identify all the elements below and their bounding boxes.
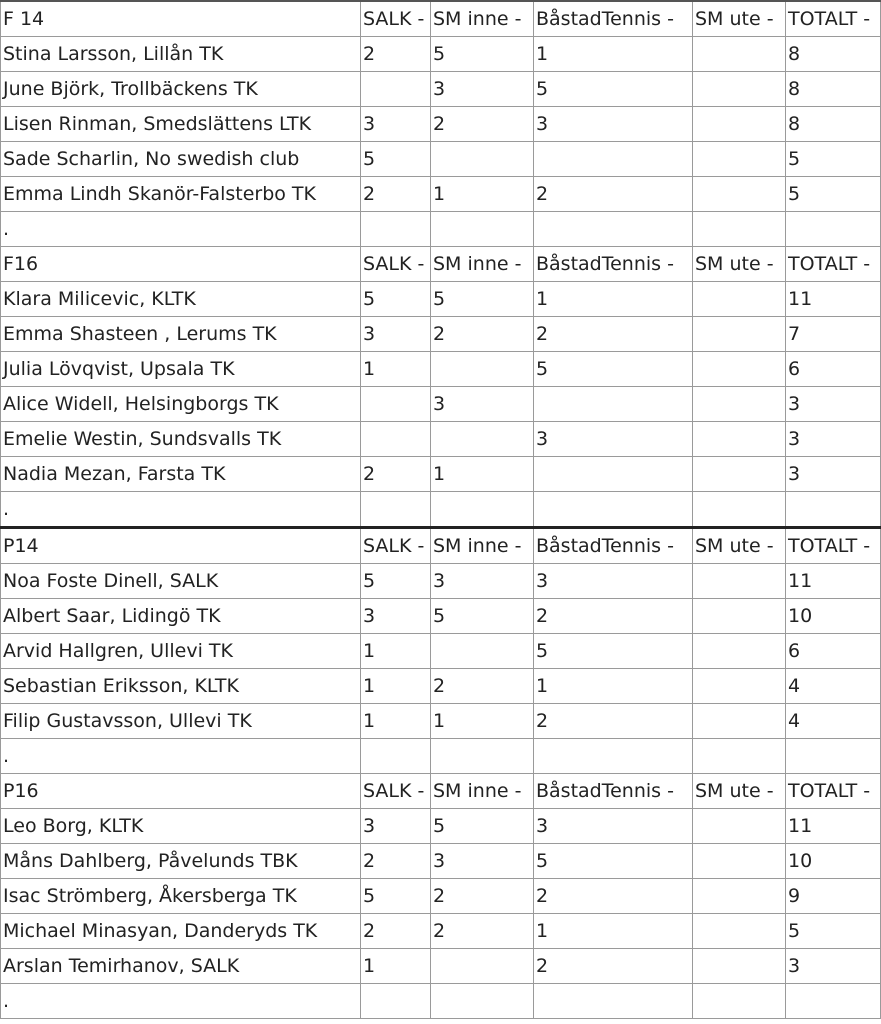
table-row bbox=[1, 809, 881, 844]
cell-player: Filip Gustavsson, Ullevi TK bbox=[1, 704, 361, 739]
cell-totalt: 3 bbox=[786, 949, 881, 984]
column-header-totalt: TOTALT - bbox=[786, 247, 881, 282]
cell-sm-ute bbox=[693, 564, 786, 599]
cell-sm-ute bbox=[693, 387, 786, 422]
table-row bbox=[1, 492, 881, 528]
cell-sm-ute bbox=[693, 177, 786, 212]
cell-sm-ute bbox=[693, 37, 786, 72]
cell-sm-ute bbox=[693, 879, 786, 914]
cell-salk: 5 bbox=[361, 564, 431, 599]
cell-sm-ute bbox=[693, 107, 786, 142]
cell-sm-ute bbox=[693, 599, 786, 634]
cell-sm-inne bbox=[431, 949, 534, 984]
table-row bbox=[1, 317, 881, 352]
cell-player: Emelie Westin, Sundsvalls TK bbox=[1, 422, 361, 457]
cell-sm-ute bbox=[693, 669, 786, 704]
column-header-sm-inne: SM inne - bbox=[431, 247, 534, 282]
cell-sm-inne: 3 bbox=[431, 72, 534, 107]
cell-player: Noa Foste Dinell, SALK bbox=[1, 564, 361, 599]
cell-sm-inne bbox=[431, 212, 534, 247]
table-row bbox=[1, 669, 881, 704]
table-row bbox=[1, 212, 881, 247]
cell-bastadtennis: 2 bbox=[534, 317, 693, 352]
cell-sm-ute bbox=[693, 984, 786, 1019]
cell-totalt: 5 bbox=[786, 177, 881, 212]
cell-totalt: 3 bbox=[786, 387, 881, 422]
cell-player: Leo Borg, KLTK bbox=[1, 809, 361, 844]
section-title: P16 bbox=[1, 774, 361, 809]
cell-totalt: 11 bbox=[786, 564, 881, 599]
cell-bastadtennis: 2 bbox=[534, 599, 693, 634]
cell-sm-inne: 5 bbox=[431, 809, 534, 844]
column-header-bastadtennis: BåstadTennis - bbox=[534, 1, 693, 37]
column-header-sm-ute: SM ute - bbox=[693, 1, 786, 37]
cell-sm-ute bbox=[693, 422, 786, 457]
column-header-sm-inne: SM inne - bbox=[431, 1, 534, 37]
cell-salk: 1 bbox=[361, 704, 431, 739]
cell-salk: 3 bbox=[361, 809, 431, 844]
cell-player: . bbox=[1, 212, 361, 247]
cell-sm-ute bbox=[693, 739, 786, 774]
cell-sm-inne bbox=[431, 142, 534, 177]
cell-totalt: 6 bbox=[786, 634, 881, 669]
cell-player: Sebastian Eriksson, KLTK bbox=[1, 669, 361, 704]
cell-totalt: 11 bbox=[786, 282, 881, 317]
cell-totalt: 5 bbox=[786, 914, 881, 949]
cell-bastadtennis: 5 bbox=[534, 634, 693, 669]
cell-sm-inne: 2 bbox=[431, 107, 534, 142]
cell-player: Klara Milicevic, KLTK bbox=[1, 282, 361, 317]
cell-sm-inne: 3 bbox=[431, 387, 534, 422]
table-row bbox=[1, 844, 881, 879]
cell-sm-ute bbox=[693, 914, 786, 949]
cell-salk: 5 bbox=[361, 142, 431, 177]
cell-bastadtennis: 5 bbox=[534, 844, 693, 879]
cell-bastadtennis: 2 bbox=[534, 879, 693, 914]
table-row bbox=[1, 142, 881, 177]
cell-totalt: 10 bbox=[786, 844, 881, 879]
cell-salk bbox=[361, 72, 431, 107]
cell-bastadtennis: 1 bbox=[534, 37, 693, 72]
table-row bbox=[1, 282, 881, 317]
cell-totalt: 7 bbox=[786, 317, 881, 352]
cell-sm-ute bbox=[693, 142, 786, 177]
cell-player: Stina Larsson, Lillån TK bbox=[1, 37, 361, 72]
section-header-row bbox=[1, 774, 881, 809]
table-row bbox=[1, 879, 881, 914]
cell-salk bbox=[361, 212, 431, 247]
cell-bastadtennis: 3 bbox=[534, 107, 693, 142]
cell-totalt: 9 bbox=[786, 879, 881, 914]
cell-sm-inne: 2 bbox=[431, 669, 534, 704]
cell-bastadtennis: 2 bbox=[534, 949, 693, 984]
column-header-bastadtennis: BåstadTennis - bbox=[534, 247, 693, 282]
cell-salk: 3 bbox=[361, 599, 431, 634]
cell-bastadtennis bbox=[534, 387, 693, 422]
cell-sm-inne: 1 bbox=[431, 457, 534, 492]
cell-player: Måns Dahlberg, Påvelunds TBK bbox=[1, 844, 361, 879]
cell-bastadtennis: 3 bbox=[534, 564, 693, 599]
column-header-totalt: TOTALT - bbox=[786, 774, 881, 809]
cell-totalt: 8 bbox=[786, 37, 881, 72]
column-header-totalt: TOTALT - bbox=[786, 1, 881, 37]
cell-sm-ute bbox=[693, 949, 786, 984]
section-header-row bbox=[1, 247, 881, 282]
cell-totalt: 10 bbox=[786, 599, 881, 634]
cell-sm-ute bbox=[693, 352, 786, 387]
cell-bastadtennis bbox=[534, 142, 693, 177]
cell-sm-inne bbox=[431, 422, 534, 457]
cell-salk: 1 bbox=[361, 669, 431, 704]
cell-totalt: 6 bbox=[786, 352, 881, 387]
column-header-sm-ute: SM ute - bbox=[693, 774, 786, 809]
cell-sm-inne bbox=[431, 634, 534, 669]
column-header-sm-ute: SM ute - bbox=[693, 247, 786, 282]
column-header-totalt: TOTALT - bbox=[786, 528, 881, 564]
cell-salk bbox=[361, 984, 431, 1019]
column-header-sm-ute: SM ute - bbox=[693, 528, 786, 564]
cell-salk: 1 bbox=[361, 949, 431, 984]
column-header-salk: SALK - bbox=[361, 774, 431, 809]
cell-salk: 2 bbox=[361, 914, 431, 949]
cell-salk bbox=[361, 387, 431, 422]
cell-sm-ute bbox=[693, 317, 786, 352]
section-title: F 14 bbox=[1, 1, 361, 37]
cell-sm-inne: 5 bbox=[431, 282, 534, 317]
cell-bastadtennis: 1 bbox=[534, 914, 693, 949]
cell-player: Emma Shasteen , Lerums TK bbox=[1, 317, 361, 352]
table-row bbox=[1, 37, 881, 72]
cell-bastadtennis bbox=[534, 739, 693, 774]
cell-bastadtennis: 3 bbox=[534, 809, 693, 844]
cell-sm-inne: 2 bbox=[431, 317, 534, 352]
cell-totalt: 11 bbox=[786, 809, 881, 844]
table-row bbox=[1, 739, 881, 774]
section-title: P14 bbox=[1, 528, 361, 564]
cell-salk: 1 bbox=[361, 352, 431, 387]
cell-bastadtennis: 1 bbox=[534, 282, 693, 317]
cell-player: Nadia Mezan, Farsta TK bbox=[1, 457, 361, 492]
cell-player: . bbox=[1, 492, 361, 528]
cell-sm-ute bbox=[693, 72, 786, 107]
cell-sm-inne: 3 bbox=[431, 564, 534, 599]
cell-bastadtennis: 2 bbox=[534, 177, 693, 212]
table-row bbox=[1, 634, 881, 669]
table-row bbox=[1, 564, 881, 599]
cell-totalt: 4 bbox=[786, 669, 881, 704]
column-header-salk: SALK - bbox=[361, 528, 431, 564]
cell-player: Lisen Rinman, Smedslättens LTK bbox=[1, 107, 361, 142]
table-row bbox=[1, 457, 881, 492]
cell-totalt: 3 bbox=[786, 422, 881, 457]
cell-player: Albert Saar, Lidingö TK bbox=[1, 599, 361, 634]
section-header-row bbox=[1, 528, 881, 564]
cell-totalt bbox=[786, 212, 881, 247]
cell-sm-ute bbox=[693, 634, 786, 669]
cell-player: Isac Strömberg, Åkersberga TK bbox=[1, 879, 361, 914]
cell-sm-inne: 3 bbox=[431, 844, 534, 879]
section-title: F16 bbox=[1, 247, 361, 282]
cell-bastadtennis bbox=[534, 492, 693, 528]
cell-sm-inne bbox=[431, 492, 534, 528]
cell-totalt: 3 bbox=[786, 457, 881, 492]
column-header-sm-inne: SM inne - bbox=[431, 528, 534, 564]
cell-salk: 2 bbox=[361, 177, 431, 212]
table-row bbox=[1, 422, 881, 457]
cell-sm-ute bbox=[693, 492, 786, 528]
cell-totalt: 8 bbox=[786, 72, 881, 107]
cell-salk: 1 bbox=[361, 634, 431, 669]
cell-sm-inne: 5 bbox=[431, 599, 534, 634]
cell-sm-ute bbox=[693, 457, 786, 492]
column-header-sm-inne: SM inne - bbox=[431, 774, 534, 809]
cell-player: Michael Minasyan, Danderyds TK bbox=[1, 914, 361, 949]
table-row bbox=[1, 599, 881, 634]
table-row bbox=[1, 387, 881, 422]
table-row bbox=[1, 177, 881, 212]
cell-sm-inne: 2 bbox=[431, 914, 534, 949]
cell-sm-inne: 5 bbox=[431, 37, 534, 72]
table-row bbox=[1, 352, 881, 387]
table-row bbox=[1, 107, 881, 142]
cell-salk bbox=[361, 739, 431, 774]
column-header-salk: SALK - bbox=[361, 1, 431, 37]
cell-bastadtennis: 5 bbox=[534, 72, 693, 107]
column-header-bastadtennis: BåstadTennis - bbox=[534, 528, 693, 564]
cell-sm-inne bbox=[431, 984, 534, 1019]
cell-player: Alice Widell, Helsingborgs TK bbox=[1, 387, 361, 422]
table-row bbox=[1, 984, 881, 1019]
cell-salk: 2 bbox=[361, 37, 431, 72]
cell-salk: 3 bbox=[361, 317, 431, 352]
section-header-row bbox=[1, 1, 881, 37]
cell-salk: 2 bbox=[361, 457, 431, 492]
cell-sm-ute bbox=[693, 704, 786, 739]
table-row bbox=[1, 704, 881, 739]
column-header-salk: SALK - bbox=[361, 247, 431, 282]
cell-player: Emma Lindh Skanör-Falsterbo TK bbox=[1, 177, 361, 212]
cell-sm-inne bbox=[431, 352, 534, 387]
cell-player: . bbox=[1, 984, 361, 1019]
cell-sm-inne: 1 bbox=[431, 177, 534, 212]
cell-player: Julia Lövqvist, Upsala TK bbox=[1, 352, 361, 387]
cell-bastadtennis bbox=[534, 457, 693, 492]
cell-salk bbox=[361, 422, 431, 457]
table-row bbox=[1, 72, 881, 107]
cell-salk: 5 bbox=[361, 282, 431, 317]
cell-totalt: 5 bbox=[786, 142, 881, 177]
cell-bastadtennis bbox=[534, 212, 693, 247]
cell-bastadtennis: 1 bbox=[534, 669, 693, 704]
ranking-table-body bbox=[1, 1, 881, 1019]
cell-salk: 3 bbox=[361, 107, 431, 142]
cell-sm-inne: 2 bbox=[431, 879, 534, 914]
cell-sm-ute bbox=[693, 844, 786, 879]
cell-totalt: 4 bbox=[786, 704, 881, 739]
cell-player: Arvid Hallgren, Ullevi TK bbox=[1, 634, 361, 669]
cell-bastadtennis: 2 bbox=[534, 704, 693, 739]
cell-totalt: 8 bbox=[786, 107, 881, 142]
cell-sm-ute bbox=[693, 809, 786, 844]
cell-totalt bbox=[786, 984, 881, 1019]
table-row bbox=[1, 914, 881, 949]
cell-sm-ute bbox=[693, 282, 786, 317]
cell-bastadtennis: 5 bbox=[534, 352, 693, 387]
cell-salk: 2 bbox=[361, 844, 431, 879]
cell-totalt bbox=[786, 739, 881, 774]
cell-salk bbox=[361, 492, 431, 528]
cell-player: Arslan Temirhanov, SALK bbox=[1, 949, 361, 984]
cell-sm-inne: 1 bbox=[431, 704, 534, 739]
cell-sm-inne bbox=[431, 739, 534, 774]
cell-player: . bbox=[1, 739, 361, 774]
cell-player: Sade Scharlin, No swedish club bbox=[1, 142, 361, 177]
cell-player: June Björk, Trollbäckens TK bbox=[1, 72, 361, 107]
cell-bastadtennis: 3 bbox=[534, 422, 693, 457]
cell-totalt bbox=[786, 492, 881, 528]
table-row bbox=[1, 949, 881, 984]
column-header-bastadtennis: BåstadTennis - bbox=[534, 774, 693, 809]
cell-sm-ute bbox=[693, 212, 786, 247]
cell-salk: 5 bbox=[361, 879, 431, 914]
cell-bastadtennis bbox=[534, 984, 693, 1019]
